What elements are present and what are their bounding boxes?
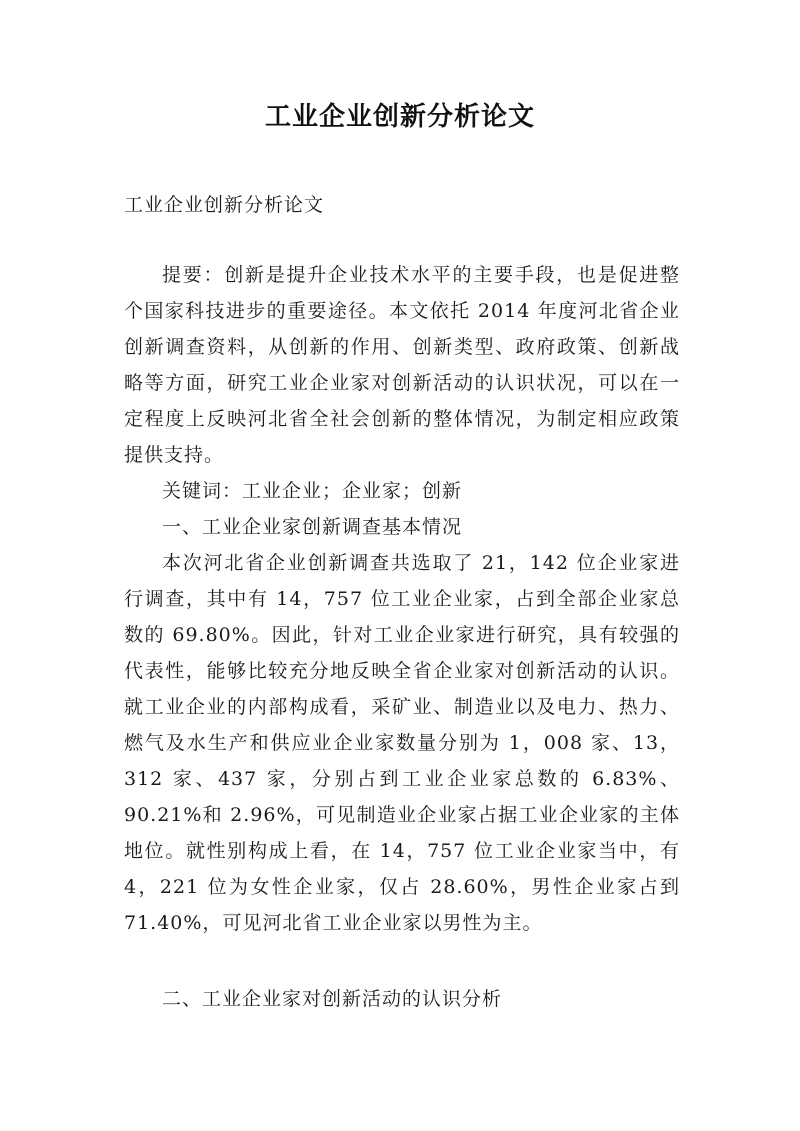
document-body (124, 257, 680, 941)
section-two-heading: 二、工业企业家对创新活动的认识分析 (162, 988, 503, 1010)
abstract-paragraph: 提要：创新是提升企业技术水平的主要手段，也是促进整个国家科技进步的重要途径。本文依托 2014 年度河北省企业创新调查资料，从创新的作用、创新类型、政府政策、创新战略等方面，研究工业企业家对创新活动的认识状况，可以在一定程度上反映河北省全社会创新的整体情况，为制定相应政策提供支持。 (124, 264, 680, 466)
document-title: 工业企业创新分析论文 (264, 102, 535, 132)
keywords-paragraph: 关键词：工业企业；企业家；创新 (162, 480, 463, 502)
document-subtitle: 工业企业创新分析论文 (124, 194, 325, 216)
section-one-paragraph: 本次河北省企业创新调查共选取了 21，142 位企业家进行调查，其中有 14，757 位工业企业家，占到全部企业家总数的 69.80%。因此，针对工业企业家进行研究，具有较强的代表性，能够比较充分地反映全省企业家对创新活动的认识。就工业企业的内部构成看，采矿业、制造业以及电力、热力、燃气及水生产和供应业企业家数量分别为 1，008 家、13，312 家、437 家，分别占到工业企业家总数的 6.83%、90.21%和 2.96%，可见制造业企业家占据工业企业家的主体地位。就性别构成上看，在 14，757 位工业企业家当中，有 4，221 位为女性企业家，仅占 28.60%，男性企业家占到 71.40%，可见河北省工业企业家以男性为主。 (124, 552, 680, 934)
section-one-heading: 一、工业企业家创新调查基本情况 (162, 516, 463, 538)
